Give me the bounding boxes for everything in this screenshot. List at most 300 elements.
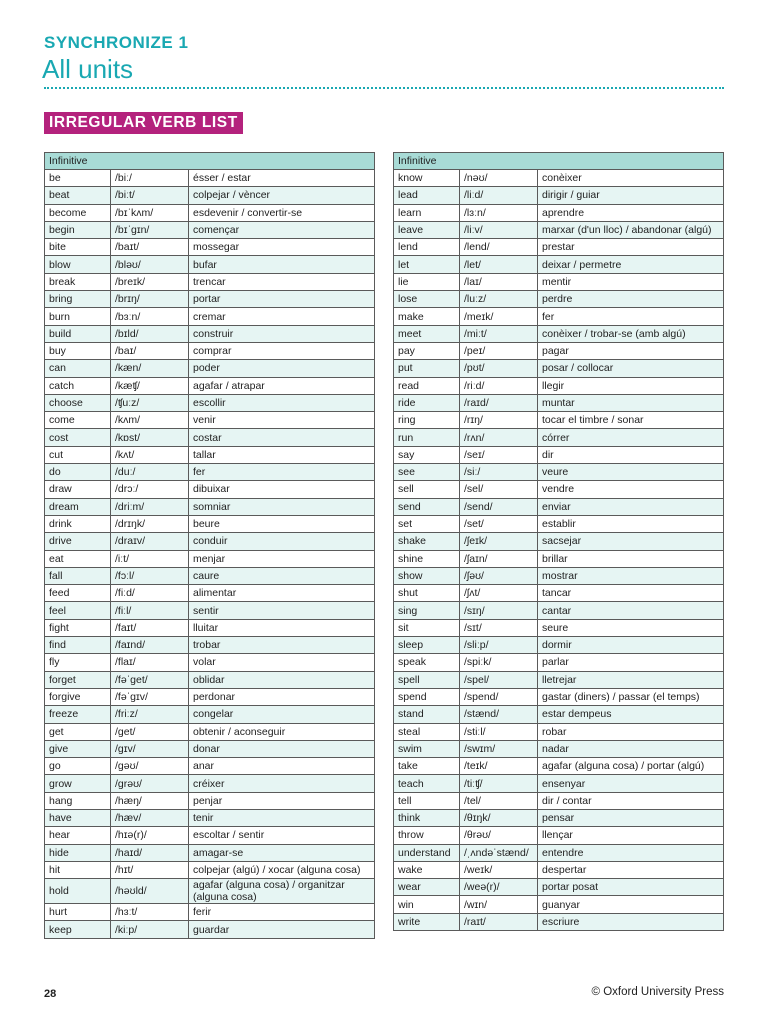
verb-infinitive: send [394, 498, 460, 515]
table-row [394, 775, 724, 792]
table-row [45, 291, 375, 308]
table-row [394, 533, 724, 550]
verb-infinitive: hit [45, 861, 111, 878]
verb-infinitive: give [45, 740, 111, 757]
verb-infinitive: be [45, 170, 111, 187]
verb-infinitive: buy [45, 342, 111, 359]
table-row [45, 256, 375, 273]
table-row [394, 481, 724, 498]
verb-translation: pagar [538, 342, 724, 359]
table-row [45, 619, 375, 636]
verb-pronunciation: /flaɪ/ [111, 654, 189, 671]
table-row [45, 377, 375, 394]
table-row [394, 792, 724, 809]
verb-translation: volar [189, 654, 375, 671]
verb-pronunciation: /tel/ [460, 792, 538, 809]
verb-translation: dir [538, 446, 724, 463]
verb-translation: ferir [189, 904, 375, 921]
verb-pronunciation: /bɪˈkʌm/ [111, 204, 189, 221]
table-row [394, 844, 724, 861]
verb-translation: robar [538, 723, 724, 740]
verb-infinitive: speak [394, 654, 460, 671]
table-row [45, 550, 375, 567]
verb-translation: dormir [538, 637, 724, 654]
verb-infinitive: teach [394, 775, 460, 792]
verb-translation: sacsejar [538, 533, 724, 550]
verb-translation: seure [538, 619, 724, 636]
verb-pronunciation: /fiːl/ [111, 602, 189, 619]
verb-pronunciation: /weɪk/ [460, 861, 538, 878]
verb-infinitive: hang [45, 792, 111, 809]
table-row [45, 809, 375, 826]
verb-translation: portar posat [538, 879, 724, 896]
verb-infinitive: wear [394, 879, 460, 896]
verb-pronunciation: /riːd/ [460, 377, 538, 394]
verb-infinitive: win [394, 896, 460, 913]
verb-infinitive: come [45, 412, 111, 429]
verb-infinitive: let [394, 256, 460, 273]
verb-pronunciation: /raɪt/ [460, 913, 538, 930]
table-row [45, 775, 375, 792]
verb-pronunciation: /hæŋ/ [111, 792, 189, 809]
verb-translation: posar / collocar [538, 360, 724, 377]
verb-translation: parlar [538, 654, 724, 671]
verb-pronunciation: /ɡəʊ/ [111, 758, 189, 775]
verb-translation: estar dempeus [538, 706, 724, 723]
verb-pronunciation: /bləʊ/ [111, 256, 189, 273]
verb-translation: vendre [538, 481, 724, 498]
verb-pronunciation: /friːz/ [111, 706, 189, 723]
table-row [394, 308, 724, 325]
table-row [394, 861, 724, 878]
verb-translation: enviar [538, 498, 724, 515]
verb-infinitive: set [394, 515, 460, 532]
verb-translation: veure [538, 464, 724, 481]
verb-translation: mostrar [538, 567, 724, 584]
verb-pronunciation: /liːd/ [460, 187, 538, 204]
verb-infinitive: burn [45, 308, 111, 325]
verb-translation: escoltar / sentir [189, 827, 375, 844]
table-row [394, 637, 724, 654]
verb-pronunciation: /weə(r)/ [460, 879, 538, 896]
verb-pronunciation: /baɪt/ [111, 239, 189, 256]
table-row [45, 204, 375, 221]
verb-translation: lletrejar [538, 671, 724, 688]
table-row [45, 360, 375, 377]
verb-translation: muntar [538, 394, 724, 411]
table-row [394, 619, 724, 636]
verb-infinitive: have [45, 809, 111, 826]
table-row [394, 758, 724, 775]
verb-pronunciation: /fəˈɡet/ [111, 671, 189, 688]
brand-label: SYNCHRONIZE 1 [44, 33, 189, 52]
verb-infinitive: draw [45, 481, 111, 498]
verb-pronunciation: /bɜːn/ [111, 308, 189, 325]
verb-translation: obtenir / aconseguir [189, 723, 375, 740]
verb-translation: guanyar [538, 896, 724, 913]
verb-translation: escriure [538, 913, 724, 930]
verb-table-right [393, 152, 724, 931]
verb-pronunciation: /siː/ [460, 464, 538, 481]
verb-pronunciation: /send/ [460, 498, 538, 515]
verb-pronunciation: /meɪk/ [460, 308, 538, 325]
verb-pronunciation: /hɜːt/ [111, 904, 189, 921]
section-label: IRREGULAR VERB LIST [44, 112, 243, 134]
verb-infinitive: drive [45, 533, 111, 550]
verb-infinitive: freeze [45, 706, 111, 723]
verb-pronunciation: /stiːl/ [460, 723, 538, 740]
verb-pronunciation: /haɪd/ [111, 844, 189, 861]
verb-pronunciation: /kæn/ [111, 360, 189, 377]
table-row [45, 221, 375, 238]
verb-pronunciation: /həʊld/ [111, 879, 189, 904]
table-row [394, 896, 724, 913]
verb-translation: dibuixar [189, 481, 375, 498]
verb-translation: deixar / permetre [538, 256, 724, 273]
table-row [45, 706, 375, 723]
table-row [45, 412, 375, 429]
verb-pronunciation: /ɡrəʊ/ [111, 775, 189, 792]
verb-infinitive: get [45, 723, 111, 740]
verb-pronunciation: /spend/ [460, 688, 538, 705]
verb-translation: comprar [189, 342, 375, 359]
table-row [45, 187, 375, 204]
verb-translation: mentir [538, 273, 724, 290]
verb-translation: llençar [538, 827, 724, 844]
verb-pronunciation: /brɪŋ/ [111, 291, 189, 308]
table-row [394, 654, 724, 671]
verb-infinitive: hurt [45, 904, 111, 921]
verb-translation: conèixer / trobar-se (amb algú) [538, 325, 724, 342]
verb-pronunciation: /iːt/ [111, 550, 189, 567]
table-row [45, 602, 375, 619]
verb-infinitive: pay [394, 342, 460, 359]
table-row [45, 637, 375, 654]
verb-translation: pensar [538, 809, 724, 826]
verb-pronunciation: /driːm/ [111, 498, 189, 515]
verb-infinitive: break [45, 273, 111, 290]
table-row [45, 273, 375, 290]
verb-translation: esdevenir / convertir-se [189, 204, 375, 221]
verb-infinitive: lend [394, 239, 460, 256]
verb-infinitive: ring [394, 412, 460, 429]
verb-pronunciation: /sɪt/ [460, 619, 538, 636]
verb-translation: construir [189, 325, 375, 342]
table-row [394, 688, 724, 705]
verb-translation: beure [189, 515, 375, 532]
verb-translation: aprendre [538, 204, 724, 221]
table-row [394, 464, 724, 481]
verb-translation: marxar (d'un lloc) / abandonar (algú) [538, 221, 724, 238]
verb-infinitive: read [394, 377, 460, 394]
table-row [45, 533, 375, 550]
verb-infinitive: spend [394, 688, 460, 705]
verb-translation: establir [538, 515, 724, 532]
verb-pronunciation: /kiːp/ [111, 921, 189, 938]
verb-pronunciation: /wɪn/ [460, 896, 538, 913]
verb-pronunciation: /tiːʧ/ [460, 775, 538, 792]
verb-translation: entendre [538, 844, 724, 861]
verb-pronunciation: /drɪŋk/ [111, 515, 189, 532]
verb-translation: despertar [538, 861, 724, 878]
table-row [394, 567, 724, 584]
verb-translation: trobar [189, 637, 375, 654]
verb-infinitive: begin [45, 221, 111, 238]
verb-translation: conduir [189, 533, 375, 550]
verb-infinitive: sit [394, 619, 460, 636]
verb-infinitive: lose [394, 291, 460, 308]
verb-pronunciation: /lɜːn/ [460, 204, 538, 221]
verb-pronunciation: /kɒst/ [111, 429, 189, 446]
table-row [45, 758, 375, 775]
verb-infinitive: forgive [45, 688, 111, 705]
verb-translation: escollir [189, 394, 375, 411]
table-row [394, 515, 724, 532]
verb-translation: guardar [189, 921, 375, 938]
verb-infinitive: take [394, 758, 460, 775]
table-row [45, 921, 375, 938]
verb-infinitive: meet [394, 325, 460, 342]
table-row [45, 585, 375, 602]
table-row [394, 204, 724, 221]
table-row [394, 360, 724, 377]
verb-pronunciation: /faɪt/ [111, 619, 189, 636]
verb-infinitive: beat [45, 187, 111, 204]
table-row [45, 654, 375, 671]
verb-translation: oblidar [189, 671, 375, 688]
verb-pronunciation: /swɪm/ [460, 740, 538, 757]
verb-pronunciation: /sɪŋ/ [460, 602, 538, 619]
verb-pronunciation: /teɪk/ [460, 758, 538, 775]
verb-infinitive: shut [394, 585, 460, 602]
verb-translation: gastar (diners) / passar (el temps) [538, 688, 724, 705]
table-row [394, 446, 724, 463]
verb-pronunciation: /miːt/ [460, 325, 538, 342]
verb-translation: llegir [538, 377, 724, 394]
verb-infinitive: catch [45, 377, 111, 394]
dotted-divider [44, 87, 724, 89]
verb-infinitive: eat [45, 550, 111, 567]
table-row [394, 740, 724, 757]
verb-translation: penjar [189, 792, 375, 809]
verb-infinitive: grow [45, 775, 111, 792]
verb-infinitive: hear [45, 827, 111, 844]
table-row [394, 412, 724, 429]
verb-pronunciation: /kʌm/ [111, 412, 189, 429]
verb-pronunciation: /hɪə(r)/ [111, 827, 189, 844]
table-row [394, 913, 724, 930]
verb-pronunciation: /duː/ [111, 464, 189, 481]
verb-infinitive: bite [45, 239, 111, 256]
verb-infinitive: lead [394, 187, 460, 204]
verb-translation: trencar [189, 273, 375, 290]
verb-pronunciation: /nəʊ/ [460, 170, 538, 187]
verb-translation: bufar [189, 256, 375, 273]
table-header: Infinitive [45, 153, 375, 170]
table-row [394, 602, 724, 619]
verb-pronunciation: /ɡet/ [111, 723, 189, 740]
verb-infinitive: understand [394, 844, 460, 861]
verb-infinitive: build [45, 325, 111, 342]
verb-translation: anar [189, 758, 375, 775]
table-row [45, 904, 375, 921]
verb-translation: costar [189, 429, 375, 446]
table-row [394, 827, 724, 844]
verb-translation: lluitar [189, 619, 375, 636]
verb-translation: donar [189, 740, 375, 757]
verb-pronunciation: /kæʧ/ [111, 377, 189, 394]
verb-translation: colpejar (algú) / xocar (alguna cosa) [189, 861, 375, 878]
verb-translation: agafar / atrapar [189, 377, 375, 394]
table-row [45, 429, 375, 446]
table-row [45, 844, 375, 861]
verb-table-left [44, 152, 375, 939]
verb-infinitive: swim [394, 740, 460, 757]
verb-pronunciation: /sliːp/ [460, 637, 538, 654]
verb-infinitive: shake [394, 533, 460, 550]
verb-pronunciation: /faɪnd/ [111, 637, 189, 654]
verb-infinitive: wake [394, 861, 460, 878]
verb-infinitive: know [394, 170, 460, 187]
verb-translation: tallar [189, 446, 375, 463]
verb-pronunciation: /θrəʊ/ [460, 827, 538, 844]
verb-pronunciation: /breɪk/ [111, 273, 189, 290]
table-row [45, 342, 375, 359]
verb-infinitive: fly [45, 654, 111, 671]
verb-translation: dirigir / guiar [538, 187, 724, 204]
verb-infinitive: cost [45, 429, 111, 446]
verb-pronunciation: /set/ [460, 515, 538, 532]
table-row [394, 585, 724, 602]
verb-translation: brillar [538, 550, 724, 567]
table-row [45, 325, 375, 342]
table-row [45, 394, 375, 411]
table-row [394, 809, 724, 826]
page-number: 28 [44, 988, 57, 1000]
table-row [45, 723, 375, 740]
verb-translation: ensenyar [538, 775, 724, 792]
verb-infinitive: become [45, 204, 111, 221]
verb-pronunciation: /rɪŋ/ [460, 412, 538, 429]
verb-translation: perdre [538, 291, 724, 308]
table-row [45, 740, 375, 757]
page-title: All units [42, 54, 134, 84]
verb-translation: tocar el timbre / sonar [538, 412, 724, 429]
verb-translation: ésser / estar [189, 170, 375, 187]
verb-translation: colpejar / vèncer [189, 187, 375, 204]
verb-pronunciation: /rʌn/ [460, 429, 538, 446]
verb-infinitive: leave [394, 221, 460, 238]
verb-pronunciation: /hæv/ [111, 809, 189, 826]
verb-pronunciation: /ʃʌt/ [460, 585, 538, 602]
verb-pronunciation: /biː/ [111, 170, 189, 187]
verb-pronunciation: /sel/ [460, 481, 538, 498]
table-row [45, 792, 375, 809]
verb-infinitive: lie [394, 273, 460, 290]
verb-pronunciation: /luːz/ [460, 291, 538, 308]
verb-infinitive: spell [394, 671, 460, 688]
table-row [45, 567, 375, 584]
verb-infinitive: sell [394, 481, 460, 498]
table-row [394, 498, 724, 515]
verb-infinitive: write [394, 913, 460, 930]
table-row [394, 170, 724, 187]
table-row [394, 550, 724, 567]
verb-infinitive: sing [394, 602, 460, 619]
verb-infinitive: fight [45, 619, 111, 636]
verb-pronunciation: /kʌt/ [111, 446, 189, 463]
verb-translation: fer [189, 464, 375, 481]
verb-infinitive: tell [394, 792, 460, 809]
verb-pronunciation: /raɪd/ [460, 394, 538, 411]
verb-translation: menjar [189, 550, 375, 567]
verb-infinitive: blow [45, 256, 111, 273]
verb-translation: començar [189, 221, 375, 238]
verb-pronunciation: /stænd/ [460, 706, 538, 723]
verb-pronunciation: /fəˈɡɪv/ [111, 688, 189, 705]
verb-infinitive: fall [45, 567, 111, 584]
verb-infinitive: say [394, 446, 460, 463]
table-row [394, 221, 724, 238]
verb-infinitive: forget [45, 671, 111, 688]
verb-pronunciation: /liːv/ [460, 221, 538, 238]
verb-infinitive: sleep [394, 637, 460, 654]
verb-infinitive: make [394, 308, 460, 325]
table-row [45, 239, 375, 256]
verb-pronunciation: /fɔːl/ [111, 567, 189, 584]
table-row [394, 291, 724, 308]
verb-translation: dir / contar [538, 792, 724, 809]
verb-pronunciation: /drɔː/ [111, 481, 189, 498]
verb-translation: amagar-se [189, 844, 375, 861]
verb-pronunciation: /ˌʌndəˈstænd/ [460, 844, 538, 861]
verb-translation: créixer [189, 775, 375, 792]
table-row [394, 377, 724, 394]
verb-translation: venir [189, 412, 375, 429]
table-row [394, 239, 724, 256]
table-row [45, 464, 375, 481]
verb-pronunciation: /fiːd/ [111, 585, 189, 602]
verb-infinitive: find [45, 637, 111, 654]
verb-translation: sentir [189, 602, 375, 619]
verb-infinitive: throw [394, 827, 460, 844]
verb-pronunciation: /bɪld/ [111, 325, 189, 342]
verb-infinitive: drink [45, 515, 111, 532]
verb-infinitive: stand [394, 706, 460, 723]
table-row [394, 273, 724, 290]
table-header-row [394, 153, 724, 170]
verb-infinitive: run [394, 429, 460, 446]
verb-infinitive: can [45, 360, 111, 377]
verb-translation: caure [189, 567, 375, 584]
verb-pronunciation: /spiːk/ [460, 654, 538, 671]
table-row [45, 861, 375, 878]
verb-translation: agafar (alguna cosa) / organitzar (alguna cosa) [189, 879, 375, 904]
verb-infinitive: cut [45, 446, 111, 463]
verb-translation: prestar [538, 239, 724, 256]
verb-translation: poder [189, 360, 375, 377]
verb-translation: tenir [189, 809, 375, 826]
verb-infinitive: steal [394, 723, 460, 740]
verb-infinitive: hide [45, 844, 111, 861]
table-row [45, 170, 375, 187]
verb-translation: congelar [189, 706, 375, 723]
table-row [394, 723, 724, 740]
verb-pronunciation: /ʃəʊ/ [460, 567, 538, 584]
verb-infinitive: think [394, 809, 460, 826]
verb-pronunciation: /let/ [460, 256, 538, 273]
verb-pronunciation: /seɪ/ [460, 446, 538, 463]
